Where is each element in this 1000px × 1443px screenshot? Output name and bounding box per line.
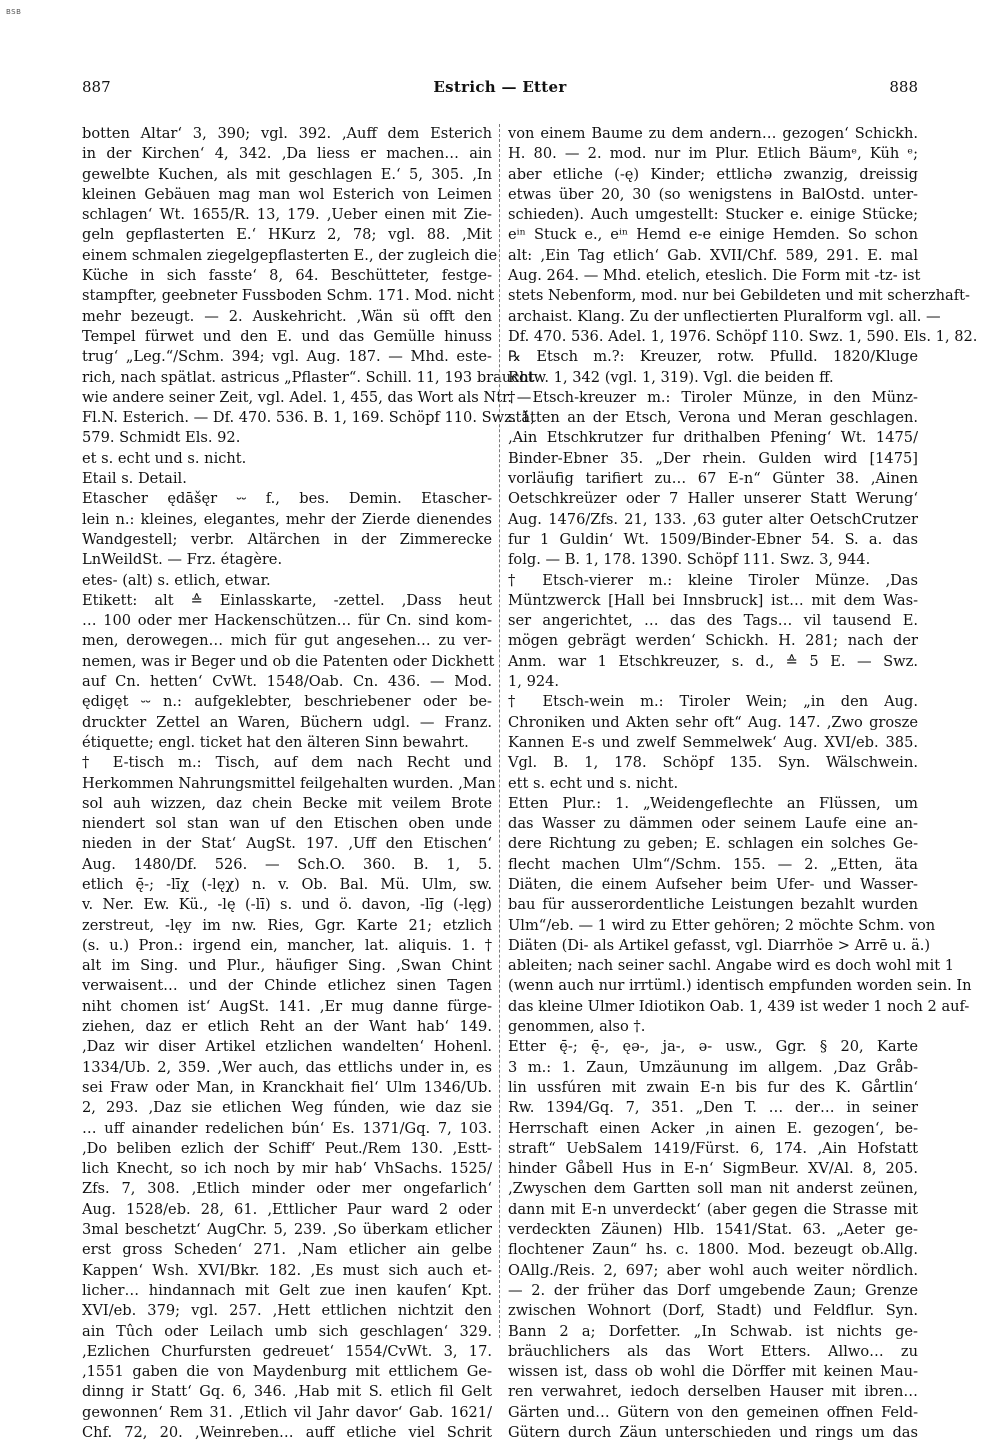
text-line: † Etsch-kreuzer m.: Tiroler Münze, in den Münz- (508, 388, 918, 406)
text-line: alt im Sing. und Plur., häufiger Sing. ‚Swan Chint (82, 957, 492, 975)
text-line: eⁱⁿ Stuck e., eⁱⁿ Hemd e-e einige Hemden. So schon (508, 226, 918, 244)
text-line: von einem Baume zu dem andern… gezogen‘ Schickh. (508, 125, 918, 142)
text-line: das kleine Ulmer Idiotikon Oab. 1, 439 ist weder 1 noch 2 auf- (508, 997, 970, 1015)
text-line: folg. — B. 1, 178. 1390. Schöpf 111. Swz. 3, 944. (508, 551, 871, 569)
library-stamp: BSB (6, 8, 22, 16)
text-line: Tempel fürwet und den E. und das Gemülle hinuss (82, 327, 492, 345)
text-line: Rw. 1394/Gq. 7, 351. „Den T. … der… in seiner (508, 1099, 918, 1117)
text-line: Ulm“/eb. — 1 wird zu Etter gehören; 2 möchte Schm. von (508, 916, 936, 934)
page-number-right: 888 (889, 78, 918, 96)
text-line: bräuchlichers als das Wort Etters. Allwo… zu (508, 1342, 918, 1360)
text-line: Bann 2 a; Dorfetter. „In Schwab. ist nichts ge- (508, 1322, 918, 1340)
text-line: OAllg./Reis. 2, 697; aber wohl auch weiter nördlich. (508, 1261, 918, 1279)
text-line: auf Cn. hetten‘ CvWt. 1548/Oab. Cn. 436. — Mod. (82, 673, 492, 691)
text-line: 3 m.: 1. Zaun, Umzäunung im allgem. ‚Daz Gråb- (508, 1058, 918, 1076)
text-line: ‚Ezlichen Churfursten gedreuet‘ 1554/CvWt. 3, 17. (82, 1342, 492, 1360)
text-line: rich, nach spätlat. astricus „Pflaster“. Schill. 11, 193 braucht (82, 368, 535, 386)
text-line: botten Altar‘ 3, 390; vgl. 392. ‚Auff dem Esterich (82, 125, 492, 142)
text-line: Herrschaft einen Acker ‚in ainen E. gezogen‘, be- (508, 1119, 918, 1137)
text-line: étiquette; engl. ticket hat den älteren Sinn bewahrt. (82, 733, 469, 751)
text-line: archaist. Klang. Zu der unflectierten Pluralform vgl. all. — (508, 307, 941, 325)
text-line: H. 80. — 2. mod. nur im Plur. Etlich Bäumᵉ, Küh ᵉ; (508, 145, 918, 163)
text-line: Fl.N. Esterich. — Df. 470. 536. B. 1, 169. Schöpf 110. Swz. 1, (82, 409, 535, 427)
text-line: ‚Zwyschen dem Gartten soll man nit anderst zeünen, (508, 1180, 918, 1198)
text-line: genommen, also †. (508, 1018, 646, 1036)
text-line: … uff ainander redelichen bún‘ Es. 1371/Gq. 7, 103. (82, 1119, 492, 1137)
text-line: Müntzwerck [Hall bei Innsbruck] ist… mit dem Was- (508, 591, 918, 609)
text-line: stets Nebenform, mod. nur bei Gebildeten und mit scherzhaft- (508, 287, 970, 305)
text-line: Wandgestell; verbr. Altärchen in der Zimmerecke (82, 530, 492, 548)
text-line: zwischen Wohnort (Dorf, Stadt) und Feldflur. Syn. (508, 1302, 918, 1320)
text-line: niht chomen ist‘ AugSt. 141. ‚Er mug danne fürge- (82, 997, 492, 1015)
text-line: (wenn auch nur irrtüml.) identisch empfunden worden sein. In (508, 977, 972, 995)
text-line: dinng ir Statt‘ Gq. 6, 346. ‚Hab mit S. etlich fil Gelt (82, 1383, 492, 1401)
page-number-left: 887 (82, 78, 111, 96)
text-line: einem schmalen ziegelgepflasterten E., der zugleich die (82, 246, 498, 264)
text-line: sol auh wizzen, daz chein Becke mit veilem Brote (82, 794, 492, 812)
text-line: stätten an der Etsch, Verona und Meran geschlagen. (508, 409, 918, 427)
text-line: Herkommen Nahrungsmittel feilgehalten wurden. ‚Man (82, 774, 496, 792)
text-line: hinder Gåbell Hus in E-n‘ SigmBeur. XV/Al. 8, 205. (508, 1160, 918, 1178)
text-line: — 2. der früher das Dorf umgebende Zaun; Grenze (508, 1281, 918, 1299)
text-line: etwas über 20, 30 (so wenigstens in BalOstd. unter- (508, 185, 918, 203)
text-line: Diäten, die einem Aufseher beim Ufer- und Wasser- (508, 875, 918, 893)
text-line: Etikett: alt ≙ Einlasskarte, -zettel. ‚Dass heut (82, 591, 492, 609)
text-line: v. Ner. Ew. Kü., -lę (-lī) s. und ö. davon, -līg (-lęg) (82, 896, 492, 914)
text-line: lein n.: kleines, elegantes, mehr der Zierde dienendes (82, 510, 492, 528)
text-line: 2, 293. ‚Daz sie etlichen Weg fúnden, wie daz sie (82, 1099, 492, 1117)
text-line: in der Kirchen‘ 4, 342. ‚Da liess er machen… ain (82, 145, 492, 163)
text-line: Chroniken und Akten sehr oft“ Aug. 147. ‚Zwo grosze (508, 713, 918, 731)
text-line: Zfs. 7, 308. ‚Etlich minder oder mer ongefarlich‘ (82, 1180, 492, 1198)
text-line: Anm. war 1 Etschkreuzer, s. d., ≙ 5 E. — Swz. (508, 652, 918, 670)
text-line: Aug. 1528/eb. 28, 61. ‚Ettlicher Paur ward 2 oder (82, 1200, 492, 1218)
text-line: etes- (alt) s. etlich, etwar. (82, 571, 271, 589)
text-line: Etascher ędāšęr ⏑⏑ f., bes. Demin. Etascher- (82, 490, 492, 508)
text-line: wissen ist, dass ob wohl die Dörffer mit keinen Mau- (508, 1363, 918, 1381)
text-line: lin ussfúren mit zwain E-n bis fur des K. Gårtlin‘ (508, 1078, 918, 1096)
text-line: ableiten; nach seiner sachl. Angabe wird es doch wohl mit 1 (508, 957, 955, 975)
text-line: † Etsch-vierer m.: kleine Tiroler Münze. ‚Das (508, 571, 918, 589)
text-line: Gütern durch Zäun unterschieden und rings um das (508, 1424, 918, 1441)
text-line: flecht machen Ulm“/Schm. 155. — 2. „Etten, äta (508, 855, 918, 873)
text-line: ędigęt ⏑⏑ n.: aufgeklebter, beschriebener oder be- (82, 693, 492, 711)
right-column (508, 124, 978, 1443)
text-line: ser angerichtet, … das des Tags… vil tausend E. (508, 612, 918, 630)
text-line: Aug. 264. — Mhd. etelich, eteslich. Die Form mit -tz- ist (508, 267, 921, 285)
text-line: licher… hindannach mit Gelt zue inen kaufen‘ Kpt. (82, 1281, 492, 1299)
text-line: Kappen‘ Wsh. XVI/Bkr. 182. ‚Es must sich auch et- (82, 1261, 492, 1279)
text-line: ‚Ain Etschkrutzer fur drithalben Pfening‘ Wt. 1475/ (508, 429, 918, 447)
text-line: nemen, was ir Beger und ob die Patenten oder Dickhett (82, 652, 495, 670)
text-line: Aug. 1480/Df. 526. — Sch.O. 360. B. 1, 5. (82, 855, 492, 873)
text-line: Etter ę̄-; ę̄-, ęə-, ja-, ə- usw., Ggr. § 20, Karte (508, 1038, 918, 1056)
text-line: 1334/Ub. 2, 359. ‚Wer auch, das ettlichs under in, es (82, 1058, 492, 1076)
text-line: Oetschkreüzer oder 7 Haller unserer Statt Werung‘ (508, 490, 918, 508)
text-line: † Etsch-wein m.: Tiroler Wein; „in den Aug. (508, 693, 918, 711)
text-line: nieden in der Stat‘ AugSt. 197. ‚Uff den Etischen‘ (82, 835, 492, 853)
text-line: straft“ UebSalem 1419/Fürst. 6, 174. ‚Ain Hofstatt (508, 1139, 918, 1157)
text-line: † E-tisch m.: Tisch, auf dem nach Recht und (82, 754, 492, 772)
text-line: 579. Schmidt Els. 92. (82, 429, 241, 447)
text-line: flochtener Zaun“ hs. c. 1800. Mod. bezeugt ob.Allg. (508, 1241, 918, 1259)
text-line: niendert sol stan wan uf den Etischen oben unde (82, 815, 492, 833)
text-line: ett s. echt und s. nicht. (508, 774, 679, 792)
text-line: fur 1 Guldin‘ Wt. 1509/Binder-Ebner 54. S. a. das (508, 530, 918, 548)
running-header (82, 78, 918, 100)
text-line: das Wasser zu dämmen oder seinem Laufe eine an- (508, 815, 918, 833)
text-line: Binder-Ebner 35. „Der rhein. Gulden wird [1475] (508, 449, 918, 467)
text-line: ain Tûch oder Leilach umb sich geschlagen‘ 329. (82, 1322, 492, 1340)
text-line: mehr bezeugt. — 2. Auskehricht. ‚Wän sü offt den (82, 307, 492, 325)
text-line: Chf. 72, 20. ‚Weinreben… auff etliche viel Schrit (82, 1424, 492, 1441)
text-line: Kannen E-s und zwelf Semmelwek‘ Aug. XVI/eb. 385. (508, 733, 918, 751)
text-line: (s. u.) Pron.: irgend ein, mancher, lat. aliquis. 1. † (82, 936, 492, 954)
text-line: Küche in sich fasste‘ 8, 64. Beschütteter, festge- (82, 267, 492, 285)
text-line: zerstreut, -lęy im nw. Ries, Ggr. Karte 21; etzlich (82, 916, 492, 934)
text-line: ‚Daz wir diser Artikel etzlichen wandelten‘ Hohenl. (82, 1038, 492, 1056)
text-line: bau für ausserordentliche Leistungen bezahlt wurden (508, 896, 918, 914)
text-line: Rotw. 1, 342 (vgl. 1, 319). Vgl. die beiden ff. (508, 368, 834, 386)
text-line: Aug. 1476/Zfs. 21, 133. ‚63 guter alter OetschCrutzer (508, 510, 918, 528)
text-line: stampfter, geebneter Fussboden Schm. 171. Mod. nicht (82, 287, 495, 305)
text-line: etlich ę̄-; -līχ (-lęχ) n. v. Ob. Bal. Mü. Ulm, sw. (82, 875, 492, 893)
text-line: sei Fraw oder Man, in Kranckhait fiel‘ Ulm 1346/Ub. (82, 1078, 492, 1096)
text-line: trug‘ „Leg.“/Schm. 394; vgl. Aug. 187. — Mhd. este- (82, 348, 492, 366)
text-line: 1, 924. (508, 673, 560, 691)
text-line: gewelbte Kuchen, als mit geschlagen E.‘ 5, 305. ‚In (82, 165, 492, 183)
text-line: lich Knecht, so ich noch by mir hab‘ VhSachs. 1525/ (82, 1160, 492, 1178)
text-line: 3mal beschetzt‘ AugChr. 5, 239. ‚So überkam etlicher (82, 1221, 492, 1239)
text-line: Diäten (Di- als Artikel gefasst, vgl. Diarrhöe > Arrē u. ä.) (508, 936, 931, 954)
text-line: dann mit E-n unverdeckt‘ (aber gegen die Strasse mit (508, 1200, 918, 1218)
running-title: Estrich — Etter (433, 78, 567, 96)
text-line: schieden). Auch umgestellt: Stucker e. einige Stücke; (508, 206, 918, 224)
text-line: schlagen‘ Wt. 1655/R. 13, 179. ‚Ueber einen mit Zie- (82, 206, 492, 224)
text-line: gewonnen‘ Rem 31. ‚Etlich vil Jahr davor‘ Gab. 1621/ (82, 1403, 492, 1421)
text-line: ‚1551 gaben die von Maydenburg mit ettlichem Ge- (82, 1363, 492, 1381)
text-line: kleinen Gebäuen mag man wol Esterich von Leimen (82, 185, 492, 203)
text-line: verwaisent… und der Chinde etlichez sinen Tagen (82, 977, 492, 995)
text-line: druckter Zettel an Waren, Büchern udgl. — Franz. (82, 713, 492, 731)
text-line: geln gepflasterten E.‘ HKurz 2, 78; vgl. 88. ‚Mit (82, 226, 492, 244)
text-line: men, derowegen… mich für gut angesehen… zu ver- (82, 632, 492, 650)
text-line: erst gross Scheden‘ 271. ‚Nam etlicher ain gelbe (82, 1241, 492, 1259)
text-line: ‚Do beliben ezlich der Schiff‘ Peut./Rem 130. ‚Estt- (82, 1139, 492, 1157)
text-line: alt: ‚Ein Tag etlich‘ Gab. XVII/Chf. 589, 291. E. mal (508, 246, 918, 264)
text-line: ziehen, daz er etlich Reht an der Want hab‘ 149. (82, 1018, 492, 1036)
column-divider (499, 124, 500, 1338)
text-line: Gärten und… Gütern von den gemeinen offnen Feld- (508, 1403, 918, 1421)
text-line: Df. 470. 536. Adel. 1, 1976. Schöpf 110. Swz. 1, 590. Els. 1, 82. (508, 327, 978, 345)
text-line: XVI/eb. 379; vgl. 257. ‚Hett ettlichen nichtzit den (82, 1302, 492, 1320)
text-line: Etail s. Detail. (82, 470, 187, 488)
text-line: et s. echt und s. nicht. (82, 449, 247, 467)
text-line: vorläufig tarifiert zu… 67 E-n“ Günter 38. ‚Ainen (508, 470, 918, 488)
text-line: ren verwahret, iedoch derselben Hauser mit ibren… (508, 1383, 918, 1401)
text-line: ℞ Etsch m.?: Kreuzer, rotw. Pfulld. 1820/Kluge (508, 348, 918, 366)
text-line: aber etliche (-ę) Kinder; ettlichə zwanzig, dreissig (508, 165, 918, 183)
text-line: LnWeildSt. — Frz. étagère. (82, 551, 283, 569)
text-line: Etten Plur.: 1. „Weidengeflechte an Flüssen, um (508, 794, 918, 812)
text-line: verdeckten Zäunen) Hlb. 1541/Stat. 63. „Aeter ge- (508, 1221, 918, 1239)
text-line: mögen gebrägt werden‘ Schickh. H. 281; nach der (508, 632, 918, 650)
text-line: dere Richtung zu geben; E. schlagen ein solches Ge- (508, 835, 918, 853)
text-line: … 100 oder mer Hackenschützen… für Cn. sind kom- (82, 612, 492, 630)
text-line: wie andere seiner Zeit, vgl. Adel. 1, 455, das Wort als Ntr. — (82, 388, 532, 406)
text-line: Vgl. B. 1, 178. Schöpf 135. Syn. Wälschwein. (508, 754, 918, 772)
